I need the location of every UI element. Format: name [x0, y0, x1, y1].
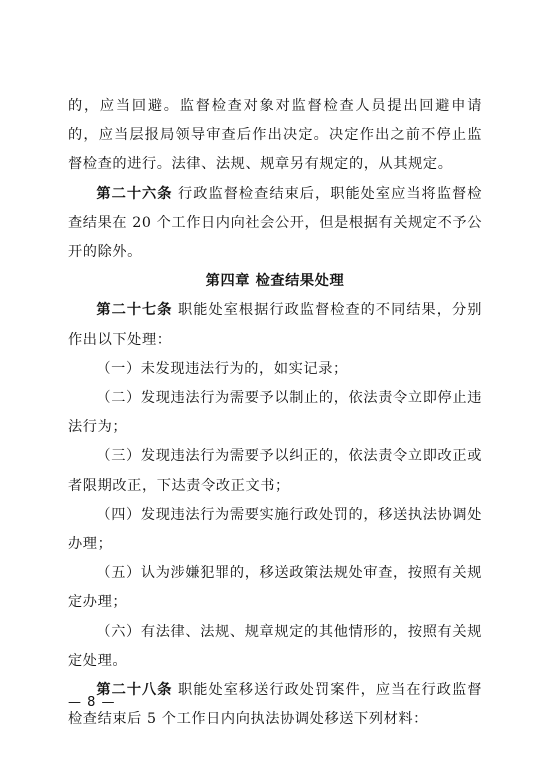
list-item: （一）未发现违法行为的，如实记录； [96, 360, 348, 377]
list-item: （四）发现违法行为需要实施行政处罚的，移送执法协调处办理； [68, 506, 482, 553]
paragraph-article-26: 第二十六条 行政监督检查结束后，职能处室应当将监督检查结果在 20 个工作日内向社会公开，但是根据有关规定不予公开的除外。 [68, 185, 482, 261]
chapter-heading: 第四章 检查结果处理 [205, 273, 345, 290]
list-item: （二）发现违法行为需要予以制止的，依法责令立即停止违法行为； [68, 390, 482, 436]
page-number: — 8 — [68, 695, 116, 710]
body-text [68, 92, 482, 734]
paragraph-article-28: 第二十八条 职能处室移送行政处罚案件，应当在行政监督检查结束后 5 个工作日内向执法协调处移送下列材料： [68, 682, 482, 728]
article-number: 第二十七条 [96, 302, 173, 319]
list-item: （三）发现违法行为需要予以纠正的，依法责令立即改正或者限期改正，下达责令改正文书； [68, 448, 482, 494]
paragraph-article-27: 第二十七条 职能处室根据行政监督检查的不同结果，分别作出以下处理： [68, 302, 482, 348]
list-item: （五）认为涉嫌犯罪的，移送政策法规处审查，按照有关规定办理； [68, 565, 482, 611]
article-number: 第二十六条 [96, 185, 173, 202]
list-item: （六）有法律、法规、规章规定的其他情形的，按照有关规定处理。 [68, 623, 482, 669]
article-number: 第二十八条 [96, 682, 173, 699]
paragraph-continuation: 的，应当回避。监督检查对象对监督检查人员提出回避申请的，应当层报局领导审查后作出决定。决定作出之前不停止监督检查的进行。法律、法规、规章另有规定的，从其规定。 [68, 98, 482, 173]
